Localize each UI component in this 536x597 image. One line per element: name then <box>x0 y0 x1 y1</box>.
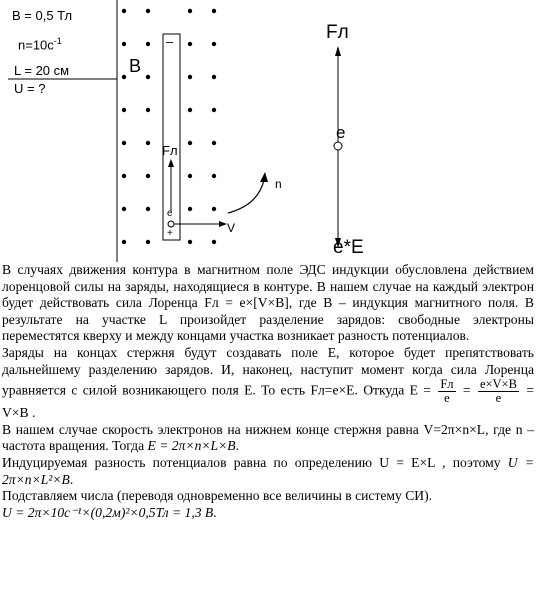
right-charge-label: e <box>336 123 346 142</box>
field-dot <box>188 174 192 178</box>
field-dot <box>212 75 216 79</box>
field-dot <box>146 108 150 112</box>
rotation-arc <box>228 180 264 213</box>
field-dot <box>212 108 216 112</box>
physics-diagram <box>0 0 536 262</box>
paragraph-2-text: Заряды на концах стержня будут создавать поле E, которое будет препятствовать дальнейшему разделению зарядов. И, наконец, наступит момент когда сила Лоренца уравняется с силой возникающего поля E. То есть Fл=e×E. Откуда E = <box>2 344 534 398</box>
paragraph-3-text: В нашем случае скорость электронов на нижнем конце стержня равна V=2π×n×L, где n – частота вращения. Тогда <box>2 421 534 454</box>
field-dot <box>146 141 150 145</box>
paragraph-2 <box>2 345 534 422</box>
field-dot <box>122 75 126 79</box>
rod-minus-sign: – <box>166 34 174 49</box>
paragraph-1: В случаях движения контура в магнитном поле ЭДС индукции обусловлена действием лоренцовой силы на заряды, находящиеся в контуре. В нашем случае на каждый электрон будет действовать сила Лоренца Fл = e×[V×B], где B – индукция магнитного поля. В результате на участке L произойдет разделение зарядов: свободные электроны переместятся кверху и между концами участка возникает разность потенциалов. <box>2 262 534 344</box>
equals-sign: = <box>462 382 471 398</box>
fraction-force-over-charge <box>438 378 455 405</box>
paragraph-5 <box>2 488 534 521</box>
field-dot <box>122 42 126 46</box>
field-dot <box>212 174 216 178</box>
paragraph-5-text: Подставляем числа (переводя одновременно все величины в систему СИ). <box>2 488 433 504</box>
field-dot <box>146 75 150 79</box>
field-dot <box>212 9 216 13</box>
right-field-force-label: e*E <box>333 237 364 258</box>
rotation-arrow-head <box>260 172 268 182</box>
field-dot <box>146 174 150 178</box>
field-dot <box>188 42 192 46</box>
equation-numeric-result: U = 2π×10c⁻¹×(0,2м)²×0,5Тл = 1,3 В <box>2 504 214 520</box>
field-dot <box>122 207 126 211</box>
field-dot <box>122 108 126 112</box>
rod-plus-sign: + <box>167 228 173 239</box>
velocity-label: V <box>227 221 236 235</box>
field-dot <box>212 42 216 46</box>
fraction-evb-over-e <box>478 378 519 405</box>
given-u: U = ? <box>14 81 46 96</box>
field-dot <box>188 207 192 211</box>
fraction-2-denominator: e <box>495 391 502 406</box>
paragraph-5-end: . <box>213 504 217 520</box>
field-dot <box>188 9 192 13</box>
field-dot <box>212 207 216 211</box>
paragraph-3-end: . <box>235 438 239 454</box>
field-dot <box>122 174 126 178</box>
fraction-2-numerator: e×V×B <box>479 377 517 392</box>
paragraph-4-end: . <box>69 471 74 487</box>
paragraph-4-text: Индуцируемая разность потенциалов равна по определению U = E×L , поэтому <box>2 454 501 470</box>
rod-charge-label: e <box>167 208 173 219</box>
paragraph-2-end: = V×B . <box>2 382 534 421</box>
field-dot <box>188 240 192 244</box>
given-b: B = 0,5 Тл <box>12 8 73 23</box>
right-electron-circle <box>334 142 342 150</box>
field-dot <box>146 42 150 46</box>
field-dot <box>188 75 192 79</box>
equation-voltage: U = 2π×n×L²×B <box>2 454 534 487</box>
right-up-arrow-head <box>335 46 341 56</box>
field-dot <box>188 108 192 112</box>
rod-force-label: Fл <box>162 143 178 158</box>
equation-field: E = 2π×n×L×B <box>147 438 236 454</box>
field-dot <box>146 240 150 244</box>
rotation-label: n <box>275 177 282 191</box>
electron-circle <box>168 221 174 227</box>
field-dot <box>146 207 150 211</box>
given-l: L = 20 см <box>14 63 70 78</box>
velocity-arrow-head <box>219 221 227 227</box>
fraction-1-denominator: e <box>444 391 450 406</box>
given-n-text: n=10c <box>18 37 54 53</box>
field-label-b: B <box>129 56 142 76</box>
paragraph-4 <box>2 455 534 488</box>
given-n-exponent: -1 <box>53 36 62 46</box>
field-dot <box>146 9 150 13</box>
fraction-1-numerator: Fл <box>440 377 454 392</box>
field-dot <box>188 141 192 145</box>
field-dot <box>122 141 126 145</box>
field-dot <box>122 240 126 244</box>
field-dot <box>122 9 126 13</box>
paragraph-3 <box>2 422 534 455</box>
right-force-label: Fл <box>326 22 349 43</box>
field-dot <box>212 141 216 145</box>
solution-text <box>2 262 534 521</box>
field-dot <box>212 240 216 244</box>
